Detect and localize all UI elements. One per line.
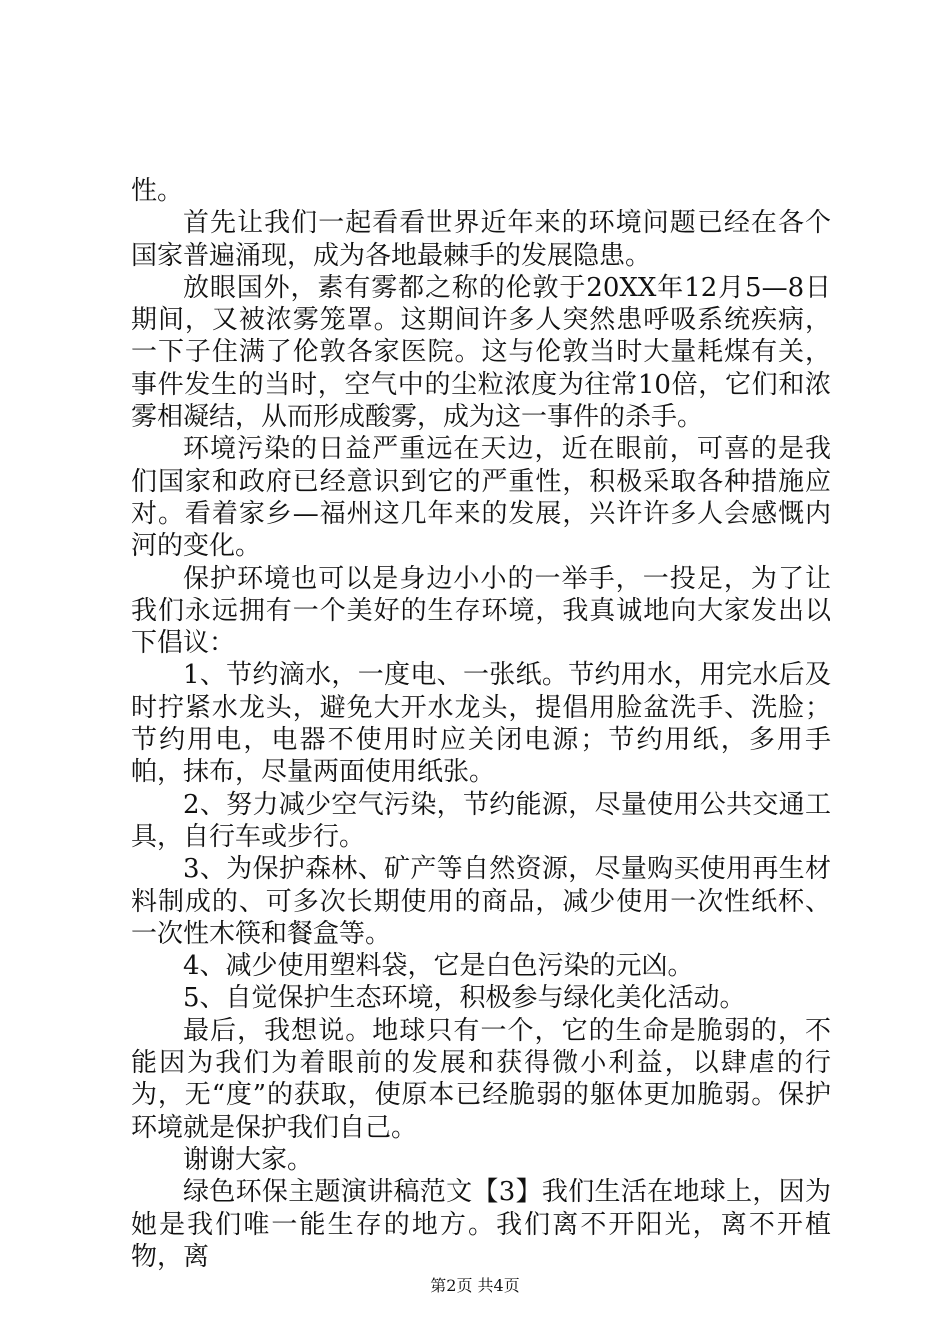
paragraph: 最后，我想说。地球只有一个，它的生命是脆弱的，不能因为我们为着眼前的发展和获得微小利益，以肆虐的行为，无“度”的获取，使原本已经脆弱的躯体更加脆弱。保护环境就是保护我们自己。 — [131, 1015, 831, 1143]
paragraph: 首先让我们一起看看世界近年来的环境问题已经在各个国家普遍涌现，成为各地最棘手的发展隐患。 — [131, 208, 831, 271]
document-body — [131, 175, 831, 1273]
list-item: 2、努力减少空气污染，节约能源，尽量使用公共交通工具，自行车或步行。 — [131, 789, 831, 852]
paragraph: 绿色环保主题演讲稿范文【3】我们生活在地球上，因为她是我们唯一能生存的地方。我们离不开阳光，离不开植物，离 — [131, 1177, 831, 1272]
page-number-footer: 第2页 共4页 — [430, 1276, 520, 1295]
paragraph: 放眼国外，素有雾都之称的伦敦于20XX年12月5—8日期间，又被浓雾笼罩。这期间许多人突然患呼吸系统疾病，一下子住满了伦敦各家医院。这与伦敦当时大量耗煤有关，事件发生的当时，空气中的尘粒浓度为往常10倍，它们和浓雾相凝结，从而形成酸雾，成为这一事件的杀手。 — [131, 272, 831, 433]
paragraph: 性。 — [131, 176, 184, 206]
list-item: 4、减少使用塑料袋，它是白色污染的元凶。 — [183, 951, 694, 982]
list-item: 5、自觉保护生态环境，积极参与绿化美化活动。 — [183, 983, 746, 1014]
paragraph: 保护环境也可以是身边小小的一举手，一投足，为了让我们永远拥有一个美好的生存环境，我真诚地向大家发出以下倡议： — [131, 563, 831, 659]
list-item: 1、节约滴水，一度电、一张纸。节约用水，用完水后及时拧紧水龙头，避免大开水龙头，提倡用脸盆洗手、洗脸；节约用电，电器不使用时应关闭电源；节约用纸，多用手帕，抹布，尽量两面使用纸张。 — [131, 660, 831, 788]
paragraph: 谢谢大家。 — [183, 1144, 314, 1175]
list-item: 3、为保护森林、矿产等自然资源，尽量购买使用再生材料制成的、可多次长期使用的商品，减少使用一次性纸杯、一次性木筷和餐盒等。 — [131, 854, 831, 949]
paragraph: 环境污染的日益严重远在天边，近在眼前，可喜的是我们国家和政府已经意识到它的严重性，积极采取各种措施应对。看着家乡—福州这几年来的发展，兴许许多人会感慨内河的变化。 — [131, 434, 831, 562]
